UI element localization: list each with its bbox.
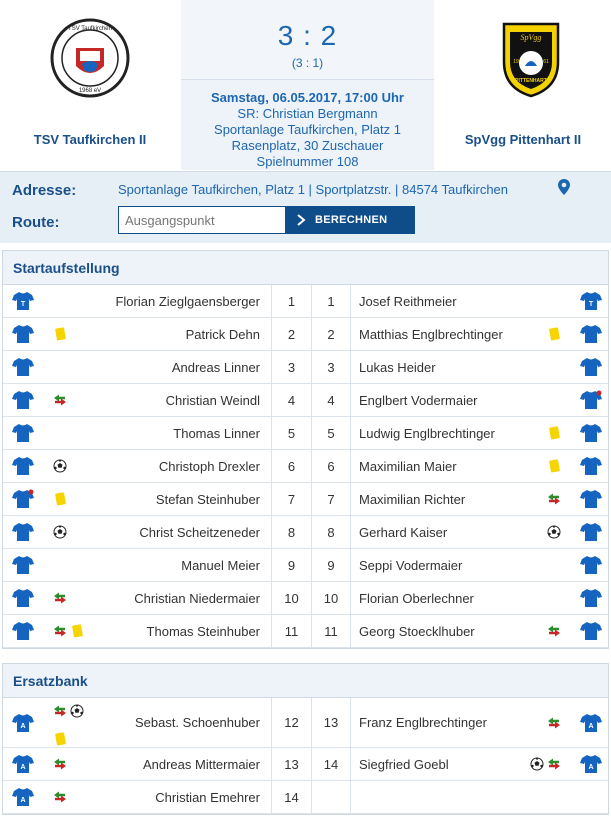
home-crest-top-text: TSV Taufkirchen: [68, 26, 112, 32]
home-player-number: 11: [271, 615, 311, 647]
home-player-number: 4: [271, 384, 311, 416]
yellow-card-icon: [53, 492, 67, 506]
away-player-number: 13: [311, 698, 351, 747]
away-crest-year-right: 61: [543, 59, 549, 65]
red-dot-icon: [597, 391, 602, 396]
home-player-name[interactable]: Manuel Meier: [181, 557, 260, 573]
substitution-icon: [547, 716, 561, 730]
home-player-number: 3: [271, 351, 311, 383]
away-player-number: 2: [311, 318, 351, 350]
player-row: [3, 285, 608, 318]
game-number: Spielnummer 108: [256, 154, 359, 169]
final-score: 3 : 2: [277, 20, 338, 51]
address-bar: [0, 171, 611, 243]
player-row: [3, 384, 608, 417]
shirt-icon: [12, 324, 34, 344]
home-player-name[interactable]: Christian Emehrer: [155, 789, 260, 805]
home-player-name[interactable]: Christ Scheitzeneder: [139, 524, 260, 540]
home-player-name[interactable]: Thomas Steinhuber: [146, 623, 260, 639]
shirt-icon: [12, 713, 34, 733]
away-player-number: 11: [311, 615, 351, 647]
bench-rows: [3, 698, 608, 814]
shirt-icon: [12, 489, 34, 509]
yellow-card-icon: [547, 327, 561, 341]
away-team-name[interactable]: SpVgg Pittenhart II: [464, 132, 582, 147]
shirt-icon: [12, 423, 34, 443]
substitution-icon: [53, 757, 67, 771]
goal-ball-icon: [547, 525, 561, 539]
home-player-number: 9: [271, 549, 311, 581]
shirt-letter: T: [20, 301, 26, 308]
shirt-icon: [580, 555, 602, 575]
shirt-icon: [12, 555, 34, 575]
home-player-number: 5: [271, 417, 311, 449]
address-link[interactable]: Sportanlage Taufkirchen, Platz 1 | Sportplatzstr. | 84574 Taufkirchen: [118, 182, 509, 197]
away-crest-icon: [491, 18, 571, 98]
away-team[interactable]: [435, 0, 611, 170]
home-player-number: 14: [271, 781, 311, 813]
away-player-name[interactable]: Josef Reithmeier: [359, 293, 457, 309]
bench-title: Ersatzbank: [3, 664, 608, 698]
lineup-title: Startaufstellung: [3, 251, 608, 285]
away-player-number: 3: [311, 351, 351, 383]
away-player-number: 9: [311, 549, 351, 581]
player-row: [3, 450, 608, 483]
match-summary: [181, 0, 434, 170]
match-header: [0, 0, 611, 170]
away-player-number: 7: [311, 483, 351, 515]
home-player-number: 1: [271, 285, 311, 317]
player-row: [3, 318, 608, 351]
match-date: Samstag, 06.05.2017, 17:00 Uhr: [211, 90, 404, 105]
chevron-right-icon: [295, 213, 307, 227]
player-row: [3, 516, 608, 549]
away-player-name[interactable]: Franz Englbrechtinger: [359, 715, 487, 730]
home-player-name[interactable]: Andreas Linner: [171, 359, 260, 375]
shirt-icon: [580, 357, 602, 377]
venue: Sportanlage Taufkirchen, Platz 1: [214, 122, 401, 137]
shirt-letter: A: [588, 723, 594, 730]
away-player-name[interactable]: Englbert Vodermaier: [359, 392, 478, 408]
substitution-icon: [53, 790, 67, 804]
referee: SR: Christian Bergmann: [237, 106, 378, 121]
player-row: [3, 781, 608, 814]
substitution-icon: [53, 624, 67, 638]
away-player-name[interactable]: Georg Stoecklhuber: [359, 623, 475, 639]
away-player-name[interactable]: Gerhard Kaiser: [359, 524, 448, 540]
shirt-icon: [580, 324, 602, 344]
home-player-number: 13: [271, 748, 311, 780]
goal-ball-icon: [530, 757, 544, 771]
shirt-letter: T: [588, 301, 594, 308]
yellow-card-icon: [547, 459, 561, 473]
shirt-letter: A: [588, 764, 594, 771]
home-team-name[interactable]: TSV Taufkirchen II: [33, 132, 147, 147]
score-box: [181, 0, 434, 80]
shirt-letter: A: [20, 764, 26, 771]
away-player-name[interactable]: Lukas Heider: [359, 359, 436, 375]
home-player-name[interactable]: Florian Zieglgaensberger: [115, 293, 260, 309]
shirt-icon: [580, 423, 602, 443]
away-crest-bottom-text: PITTENHART: [515, 78, 547, 84]
away-player-number: 4: [311, 384, 351, 416]
home-player-number: 6: [271, 450, 311, 482]
home-crest-icon: [50, 18, 130, 98]
match-info: [181, 80, 434, 170]
substitution-icon: [53, 704, 67, 718]
route-start-input[interactable]: [118, 206, 286, 234]
away-player-name[interactable]: Maximilian Richter: [359, 491, 466, 507]
home-player-name[interactable]: Sebast. Schoenhuber: [134, 715, 260, 730]
lineup-section: [2, 250, 609, 649]
away-player-number: 14: [311, 748, 351, 780]
shirt-icon: [12, 522, 34, 542]
substitution-icon: [547, 492, 561, 506]
away-player-name[interactable]: Siegfried Goebl: [359, 756, 449, 772]
home-player-name[interactable]: Christoph Drexler: [158, 458, 260, 474]
home-player-name[interactable]: Christian Weindl: [165, 392, 260, 408]
calculate-route-button[interactable]: [285, 206, 415, 234]
shirt-icon: [12, 456, 34, 476]
away-player-number: 1: [311, 285, 351, 317]
home-crest-bottom-text: 1968 eV: [78, 88, 102, 94]
yellow-card-icon: [53, 732, 67, 746]
player-row: [3, 483, 608, 516]
player-row: [3, 582, 608, 615]
home-player-name[interactable]: Andreas Mittermaier: [142, 756, 260, 772]
yellow-card-icon: [547, 426, 561, 440]
shirt-icon: [580, 588, 602, 608]
substitution-icon: [53, 393, 67, 407]
away-player-number: [311, 781, 351, 813]
shirt-icon: [12, 291, 34, 311]
away-player-name[interactable]: Ludwig Englbrechtinger: [359, 425, 495, 441]
away-crest-year-left: 19: [513, 59, 519, 65]
shirt-icon: [580, 390, 602, 410]
calculate-route-label: BERECHNEN: [315, 214, 388, 226]
away-player-number: 5: [311, 417, 351, 449]
substitution-icon: [547, 624, 561, 638]
shirt-icon: [12, 621, 34, 641]
away-player-name[interactable]: Florian Oberlechner: [359, 590, 474, 606]
route-label: Route:: [12, 214, 60, 231]
away-player-name[interactable]: Maximilian Maier: [359, 458, 457, 474]
address-label: Adresse:: [12, 182, 77, 199]
shirt-icon: [12, 754, 34, 774]
away-player-number: 8: [311, 516, 351, 548]
away-player-number: 6: [311, 450, 351, 482]
shirt-icon: [580, 522, 602, 542]
shirt-icon: [12, 588, 34, 608]
away-crest-top-text: SpVgg: [520, 33, 542, 42]
home-player-name[interactable]: Stefan Steinhuber: [155, 491, 260, 507]
home-team[interactable]: [0, 0, 180, 170]
away-player-name[interactable]: Seppi Vodermaier: [359, 557, 463, 573]
home-player-number: 8: [271, 516, 311, 548]
home-player-number: 2: [271, 318, 311, 350]
shirt-letter: A: [20, 797, 26, 804]
shirt-icon: [12, 787, 34, 807]
yellow-card-icon: [53, 327, 67, 341]
shirt-icon: [580, 456, 602, 476]
shirt-icon: [580, 713, 602, 733]
away-player-name[interactable]: Matthias Englbrechtinger: [359, 326, 503, 342]
substitution-icon: [547, 757, 561, 771]
shirt-icon: [12, 390, 34, 410]
shirt-icon: [580, 621, 602, 641]
home-player-number: 7: [271, 483, 311, 515]
shirt-icon: [12, 357, 34, 377]
substitution-icon: [53, 591, 67, 605]
red-dot-icon: [29, 490, 34, 495]
player-row: [3, 417, 608, 450]
goal-ball-icon: [53, 525, 67, 539]
player-row: [3, 748, 608, 781]
player-row: [3, 698, 608, 748]
shirt-icon: [580, 489, 602, 509]
shirt-letter: A: [20, 723, 26, 730]
home-player-name[interactable]: Christian Niedermaier: [134, 590, 260, 606]
player-row: [3, 549, 608, 582]
shirt-icon: [580, 754, 602, 774]
lineup-rows: [3, 285, 608, 648]
goal-ball-icon: [53, 459, 67, 473]
home-player-name[interactable]: Thomas Linner: [173, 425, 260, 441]
halftime-score: (3 : 1): [291, 56, 324, 70]
home-player-name[interactable]: Patrick Dehn: [185, 326, 260, 342]
shirt-icon: [580, 291, 602, 311]
home-player-number: 10: [271, 582, 311, 614]
map-pin-icon[interactable]: [557, 178, 571, 196]
player-row: [3, 351, 608, 384]
away-player-number: 10: [311, 582, 351, 614]
home-player-number: 12: [271, 698, 311, 747]
pitch-info: Rasenplatz, 30 Zuschauer: [231, 138, 384, 153]
player-row: [3, 615, 608, 648]
bench-section: [2, 663, 609, 815]
